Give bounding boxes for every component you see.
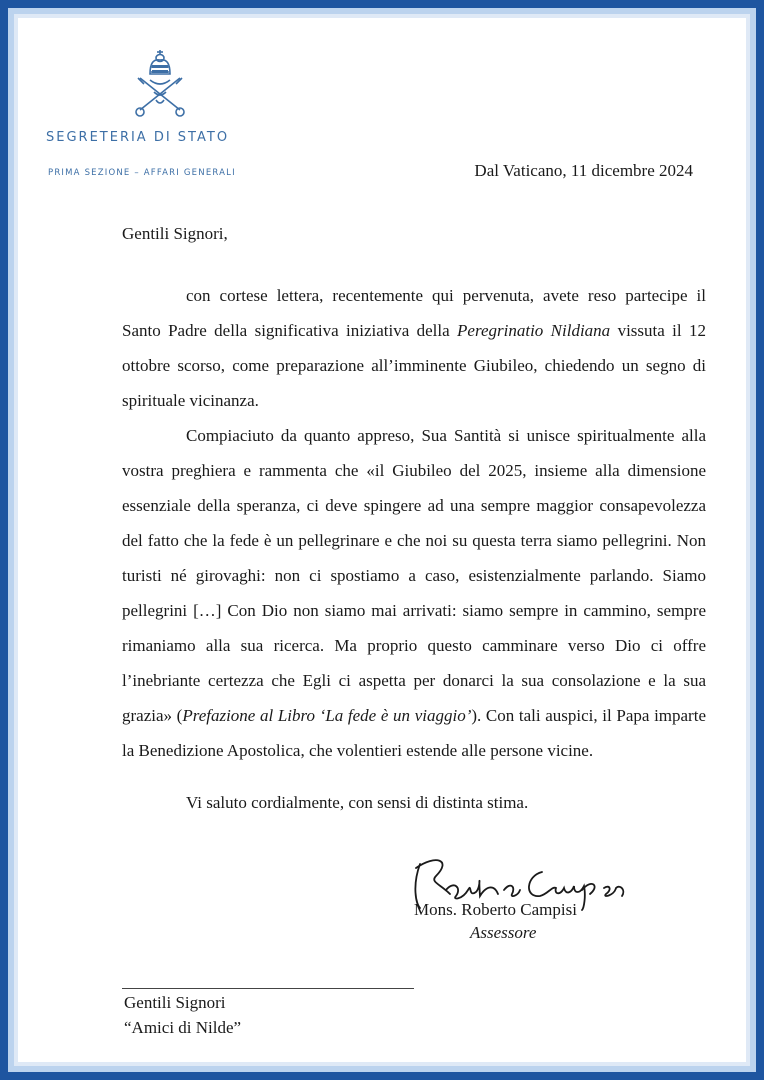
paragraph-1	[122, 278, 706, 418]
closing-line: Vi saluto cordialmente, con sensi di distinta stima.	[186, 793, 529, 812]
paragraph-2-text-c: ). Con tali auspici, il Papa imparte la Benedizione Apostolica, che volentieri estende alle persone vicine.	[122, 706, 706, 760]
papal-coat-of-arms-icon	[130, 48, 190, 124]
paragraph-2	[122, 418, 706, 768]
letter-date: Dal Vaticano, 11 dicembre 2024	[474, 161, 693, 180]
paragraph-2-text-a: Compiaciuto da quanto appreso, Sua Santità si unisce spiritualmente alla vostra preghiera e rammenta che «il Giubileo del 2025, insieme alla dimensione essenziale della speranza, ci deve spingere ad una sempre maggior consapevolezza del fatto che la fede è un pellegrinare e che noi su questa terra siamo pellegrini. Non turisti né girovaghi: non ci spostiamo a caso, esistenzialmente parlando. Siamo pellegrini […] Con Dio non siamo mai arrivati: siamo sempre in cammino, sempre rimaniamo alla sua ricerca. Ma proprio questo camminare verso Dio ci offre l’inebriante certezza che Egli ci aspetta per donarci la sua consolazione e la sua grazia» (	[122, 426, 706, 725]
recipient-line-1: Gentili Signori	[124, 993, 226, 1012]
paragraph-1-text-a: con cortese lettera, recentemente qui pervenuta, avete reso partecipe il Santo Padre della significativa iniziativa della	[122, 286, 706, 340]
signer-name: Mons. Roberto Campisi	[414, 900, 577, 919]
paragraph-1-text-c: vissuta il 12 ottobre scorso, come preparazione all’imminente Giubileo, chiedendo un segno di spirituale vicinanza.	[122, 321, 706, 410]
recipient-line-2: “Amici di Nilde”	[124, 1018, 242, 1037]
divider	[122, 988, 414, 989]
organization-name: SEGRETERIA DI STATO	[46, 130, 230, 145]
salutation: Gentili Signori,	[122, 224, 228, 243]
letter-page	[14, 14, 750, 1066]
section-name: PRIMA SEZIONE – AFFARI GENERALI	[48, 168, 236, 178]
paragraph-1-italic: Peregrinatio Nildiana	[457, 321, 611, 340]
paragraph-2-italic: Prefazione al Libro ‘La fede è un viaggio’	[182, 706, 472, 725]
signer-role: Assessore	[470, 923, 537, 942]
